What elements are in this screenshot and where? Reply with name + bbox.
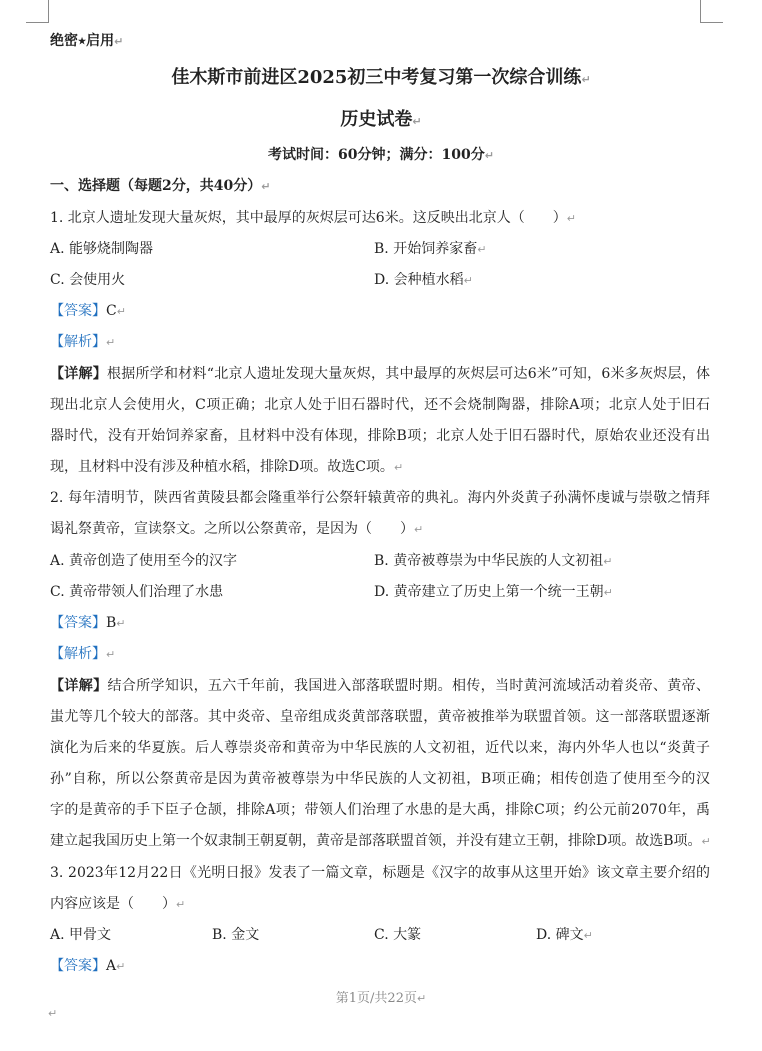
question-1-option-c: C. 会使用火 — [50, 272, 126, 288]
question-1-detail-line: 现出北京人会使用火，C项正确；北京人处于旧石器时代，还不会烧制陶器，排除A项；北京人处于旧石 — [50, 397, 710, 413]
question-1-detail-line: 【详解】根据所学和材料“北京人遗址发现大量灰烬，其中最厚的灰烬层可达6米”可知，6米多灰烬层，体 — [50, 366, 710, 382]
crop-mark-top-left — [26, 0, 49, 23]
secret-label: 绝密★启用↵ — [50, 33, 124, 49]
question-3-option-d: D. 碑文↵ — [536, 927, 593, 943]
section-heading: 一、选择题（每题2分，共40分）↵ — [50, 178, 271, 194]
question-2-option-a: A. 黄帝创造了使用至今的汉字 — [50, 553, 238, 569]
trailing-paragraph-mark: ↵ — [48, 1007, 58, 1020]
question-2-option-b: B. 黄帝被尊崇为中华民族的人文初祖↵ — [374, 553, 613, 569]
question-2-answer: 【答案】B↵ — [50, 615, 126, 631]
question-2-stem-line: 谒礼祭黄帝，宣读祭文。之所以公祭黄帝，是因为（ ）↵ — [50, 521, 424, 537]
question-1-option-a: A. 能够烧制陶器 — [50, 241, 154, 257]
question-2-detail-line: 孙”自称，所以公祭黄帝是因为黄帝被尊崇为中华民族的人文初祖，B项正确；相传创造了使用至今的汉 — [50, 771, 710, 787]
crop-mark-top-right — [700, 0, 723, 23]
question-1-answer: 【答案】C↵ — [50, 303, 126, 319]
page-number-footer: 第1页/共22页↵ — [335, 991, 427, 1006]
question-3-option-b: B. 金文 — [212, 927, 260, 943]
question-1-option-b: B. 开始饲养家畜↵ — [374, 241, 487, 257]
question-2-stem-line: 2. 每年清明节，陕西省黄陵县都会隆重举行公祭轩辕黄帝的典礼。海内外炎黄子孙满怀虔诚与崇敬之情拜 — [50, 490, 710, 506]
question-2-detail-line: 字的是黄帝的手下臣子仓颉，排除A项；带领人们治理了水患的是大禹，排除C项；约公元前2070年，禹 — [50, 802, 710, 818]
question-2-detail-line: 演化为后来的华夏族。后人尊崇炎帝和黄帝为中华民族的人文初祖，近代以来，海内外华人也以“炎黄子 — [50, 740, 710, 756]
subject-title: 历史试卷↵ — [340, 109, 422, 130]
question-2-detail-line: 【详解】结合所学知识，五六千年前，我国进入部落联盟时期。相传，当时黄河流域活动着炎帝、黄帝、 — [50, 678, 711, 694]
question-3-answer: 【答案】A↵ — [50, 958, 126, 974]
question-1-stem: 1. 北京人遗址发现大量灰烬，其中最厚的灰烬层可达6米。这反映出北京人（ ）↵ — [50, 210, 576, 226]
question-1-detail-line: 器时代，没有开始饲养家畜，且材料中没有体现，排除B项；北京人处于旧石器时代，原始农业还没有出 — [50, 428, 710, 444]
question-3-option-c: C. 大篆 — [374, 927, 422, 943]
question-2-option-d: D. 黄帝建立了历史上第一个统一王朝↵ — [374, 584, 613, 600]
exam-title: 佳木斯市前进区2025初三中考复习第一次综合训练↵ — [171, 67, 591, 88]
question-3-stem-line: 内容应该是（ ）↵ — [50, 896, 186, 912]
question-2-option-c: C. 黄帝带领人们治理了水患 — [50, 584, 224, 600]
question-2-detail-line: 建立起我国历史上第一个奴隶制王朝夏朝，黄帝是部落联盟首领，并没有建立王朝，排除D项。故选B项。↵ — [50, 833, 711, 849]
question-3-stem-line: 3. 2023年12月22日《光明日报》发表了一篇文章，标题是《汉字的故事从这里开始》该文章主要介绍的 — [50, 865, 710, 881]
question-1-analysis-label: 【解析】↵ — [50, 334, 116, 350]
question-2-analysis-label: 【解析】↵ — [50, 646, 116, 662]
question-2-detail-line: 蚩尤等几个较大的部落。其中炎帝、皇帝组成炎黄部落联盟，黄帝被推举为联盟首领。这一部落联盟逐渐 — [50, 709, 710, 725]
question-1-option-d: D. 会种植水稻↵ — [374, 272, 473, 288]
question-1-detail-line: 现，且材料中没有涉及种植水稻，排除D项。故选C项。↵ — [50, 459, 404, 475]
question-3-option-a: A. 甲骨文 — [50, 927, 112, 943]
exam-time-info: 考试时间：60分钟；满分：100分↵ — [268, 147, 494, 163]
